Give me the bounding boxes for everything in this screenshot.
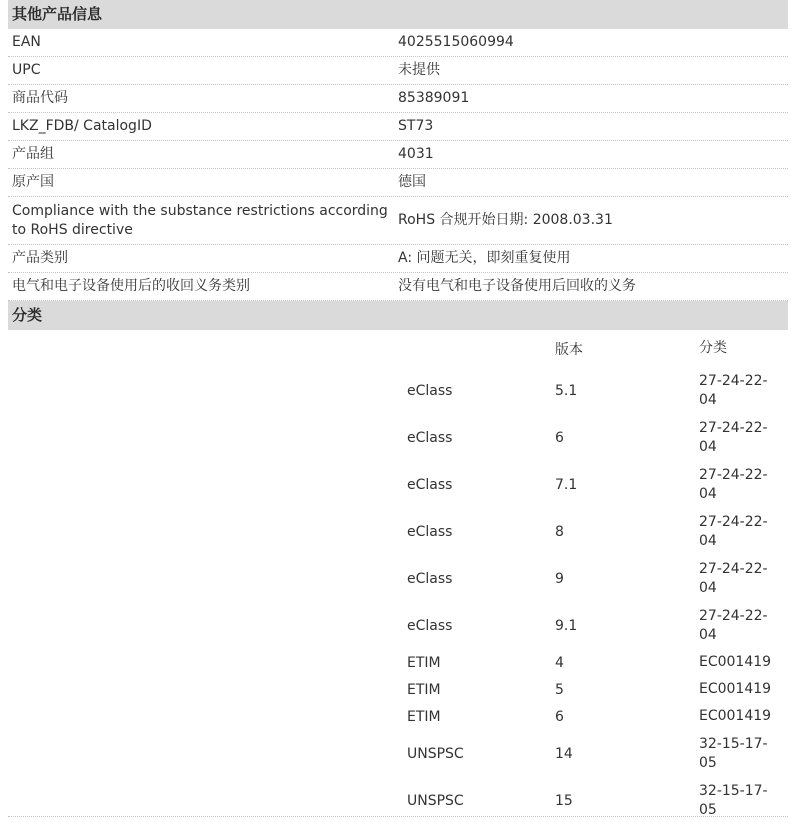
classification-system: eClass — [407, 382, 453, 399]
classification-class: 32-15-17- 05 — [699, 782, 768, 818]
info-row-ean — [8, 29, 788, 57]
classification-class: 27-24-22- 04 — [699, 560, 768, 596]
classification-class: 32-15-17- 05 — [699, 735, 768, 771]
info-key: 商品代码 — [12, 90, 68, 106]
info-value: 4025515060994 — [398, 34, 514, 50]
column-header-version: 版本 — [555, 341, 583, 358]
classification-row — [400, 676, 788, 703]
classification-system: eClass — [407, 476, 453, 493]
classification-system: UNSPSC — [407, 745, 464, 762]
info-value: 4031 — [398, 146, 434, 162]
classification-class: EC001419 — [699, 708, 772, 724]
classification-version: 5 — [555, 681, 564, 698]
info-key: LKZ_FDB/ CatalogID — [12, 118, 152, 134]
classification-system: eClass — [407, 429, 453, 446]
classification-version: 6 — [555, 429, 564, 446]
info-value: A: 问题无关，即刻重复使用 — [398, 250, 571, 266]
classification-row — [400, 730, 788, 777]
classification-class: 27-24-22- 04 — [699, 513, 768, 549]
info-key: 原产国 — [12, 174, 54, 190]
info-row-rohs — [8, 197, 788, 245]
classification-version: 14 — [555, 745, 573, 762]
classification-area — [8, 330, 788, 817]
info-key: 电气和电子设备使用后的收回义务类别 — [12, 278, 250, 294]
classification-version: 9.1 — [555, 617, 578, 634]
classification-system: eClass — [407, 617, 453, 634]
classification-row — [400, 703, 788, 730]
classification-row — [400, 461, 788, 508]
other-info-header: 其他产品信息 — [8, 0, 788, 29]
classification-class: EC001419 — [699, 654, 772, 670]
classification-class: 27-24-22- 04 — [699, 372, 768, 408]
info-value: 德国 — [398, 174, 426, 190]
info-row-commodity-code — [8, 85, 788, 113]
info-row-country-of-origin — [8, 169, 788, 197]
classification-row — [400, 649, 788, 676]
classification-row — [400, 414, 788, 461]
info-key: Compliance with the substance restrictions according to RoHS directive — [12, 202, 388, 238]
classification-class: 27-24-22- 04 — [699, 607, 768, 643]
classification-version: 15 — [555, 792, 573, 809]
classification-class: 27-24-22- 04 — [699, 466, 768, 502]
info-row-upc — [8, 57, 788, 85]
classification-row — [400, 367, 788, 414]
classification-row — [400, 602, 788, 649]
classification-row — [400, 777, 788, 824]
info-value: ST73 — [398, 118, 434, 134]
classification-column-headers — [400, 330, 788, 367]
info-value: 未提供 — [398, 62, 440, 78]
classification-version: 7.1 — [555, 476, 578, 493]
info-value: 没有电气和电子设备使用后回收的义务 — [398, 278, 636, 294]
classification-row — [400, 508, 788, 555]
classification-system: ETIM — [407, 654, 441, 671]
info-key: UPC — [12, 62, 41, 78]
classification-table — [400, 330, 788, 824]
info-value: 85389091 — [398, 90, 470, 106]
classification-version: 8 — [555, 523, 564, 540]
classification-class: EC001419 — [699, 681, 772, 697]
classification-class: 27-24-22- 04 — [699, 419, 768, 455]
classification-version: 9 — [555, 570, 564, 587]
classification-version: 6 — [555, 708, 564, 725]
classification-system: UNSPSC — [407, 792, 464, 809]
info-key: 产品组 — [12, 146, 54, 162]
info-row-weee — [8, 273, 788, 301]
info-row-product-category — [8, 245, 788, 273]
classification-version: 5.1 — [555, 382, 578, 399]
classification-row — [400, 555, 788, 602]
classification-header: 分类 — [8, 301, 788, 330]
classification-system: ETIM — [407, 681, 441, 698]
info-value: RoHS 合规开始日期: 2008.03.31 — [398, 212, 613, 228]
info-key: 产品类别 — [12, 250, 68, 266]
column-header-class: 分类 — [699, 340, 727, 356]
info-key: EAN — [12, 34, 41, 50]
info-row-catalog-id — [8, 113, 788, 141]
classification-system: eClass — [407, 570, 453, 587]
classification-system: eClass — [407, 523, 453, 540]
classification-system: ETIM — [407, 708, 441, 725]
product-info-container — [8, 0, 788, 817]
info-row-product-group — [8, 141, 788, 169]
classification-version: 4 — [555, 654, 564, 671]
